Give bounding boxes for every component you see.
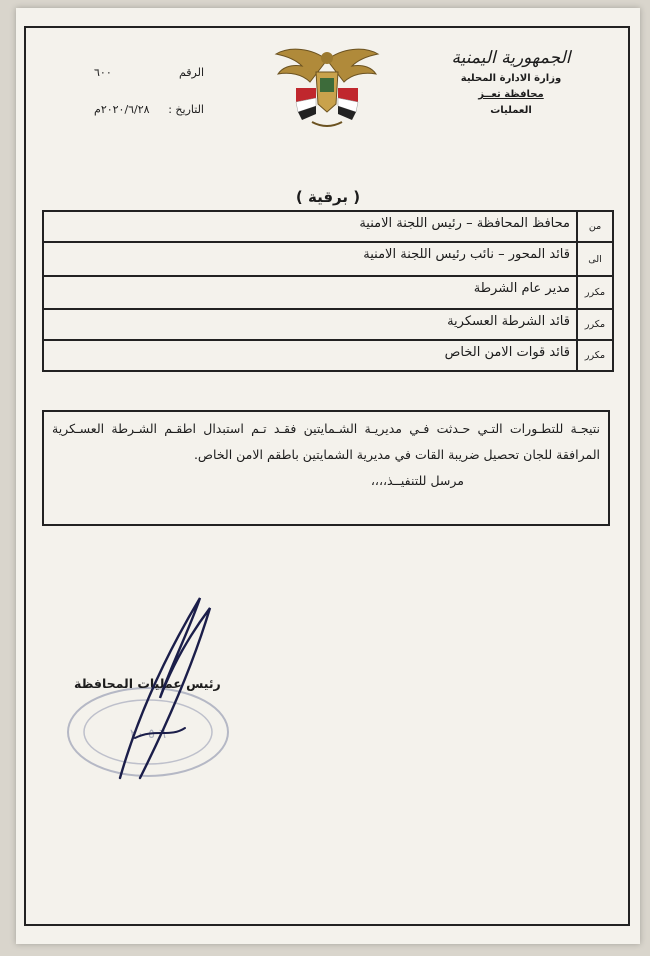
department-name: العمليات bbox=[490, 105, 532, 116]
number-label: الرقم bbox=[178, 66, 204, 79]
routing-value: قائد المحور – نائب رئيس اللجنة الامنية bbox=[363, 247, 570, 262]
routing-label: الى bbox=[576, 243, 612, 275]
routing-row bbox=[44, 212, 612, 243]
routing-row bbox=[44, 341, 612, 372]
routing-row bbox=[44, 310, 612, 341]
message-body: نتيجـة للتطـورات التـي حـدثت فـي مديريـة الشـمايتين فقـد تـم استبدال اطقـم الشـرطة العسـكرية المرافقة للجان تحصيل ضريبة القات في مديرية الشمايتين باطقم الامن الخاص. bbox=[52, 421, 600, 462]
date-value: ٢٠٢٠/٦/٢٨م bbox=[94, 103, 150, 116]
message-box bbox=[42, 410, 610, 526]
routing-value: قائد قوات الامن الخاص bbox=[444, 345, 570, 360]
letterhead-left bbox=[94, 66, 204, 140]
routing-value: محافظ المحافظة – رئيس اللجنة الامنية bbox=[359, 216, 570, 231]
svg-text:٦ ٥ ٢٠: ٦ ٥ ٢٠ bbox=[129, 727, 167, 742]
routing-value: قائد الشرطة العسكرية bbox=[447, 314, 570, 329]
yemen-eagle-emblem-icon bbox=[272, 42, 382, 134]
document-title: ( برقية ) bbox=[295, 188, 361, 206]
ministry-name: وزارة الادارة المحلية bbox=[460, 73, 562, 84]
governorate-name: محافظة تعــز bbox=[478, 89, 544, 100]
date-label: التاريخ : bbox=[168, 103, 204, 116]
date-row bbox=[94, 103, 204, 116]
reference-number bbox=[94, 66, 204, 79]
routing-value: مدير عام الشرطة bbox=[473, 281, 570, 296]
routing-label: مكرر bbox=[576, 310, 612, 339]
handwritten-signature-icon bbox=[100, 588, 220, 788]
routing-label: من bbox=[576, 212, 612, 241]
routing-row bbox=[44, 277, 612, 310]
routing-label: مكرر bbox=[576, 341, 612, 370]
routing-table bbox=[42, 210, 614, 372]
number-value: ٦٠٠ bbox=[94, 66, 112, 79]
government-name: الجمهورية اليمنية bbox=[451, 48, 571, 68]
document-page bbox=[16, 8, 640, 944]
routing-row bbox=[44, 243, 612, 277]
letterhead-right bbox=[426, 48, 596, 116]
message-closing: مرسل للتنفيــذ،،،، bbox=[370, 473, 464, 488]
signatory-title: رئيس عمليات المحافظة bbox=[74, 676, 221, 691]
routing-label: مكرر bbox=[576, 277, 612, 308]
